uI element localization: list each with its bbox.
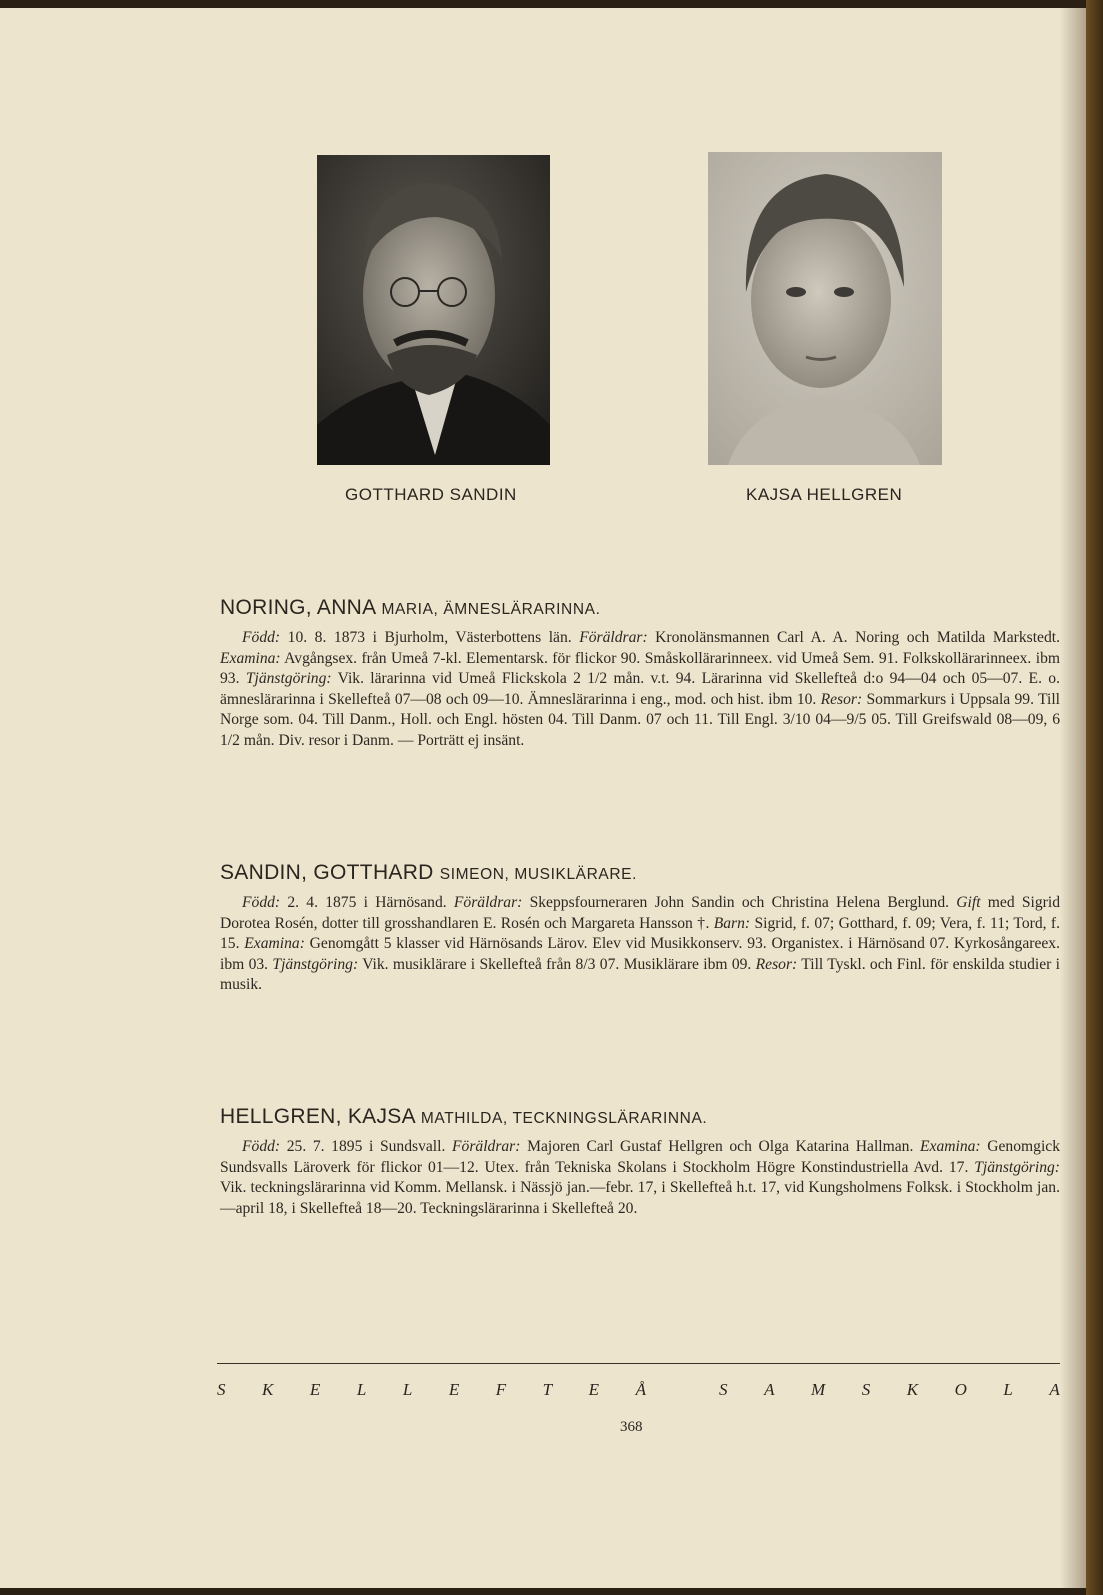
field-text: Vik. musiklärare i Skellefteå från 8/3 07. Musiklärare ibm 09. — [358, 955, 756, 973]
field-label: Föräldrar: — [579, 629, 648, 646]
field-label: Tjänstgöring: — [272, 955, 359, 973]
footer-rule — [217, 1363, 1060, 1364]
field-label: Examina: — [244, 935, 305, 953]
field-label: Född: — [242, 1138, 281, 1155]
footer-letter: K — [906, 1380, 919, 1399]
book-page — [0, 8, 1086, 1588]
field-label: Barn: — [713, 914, 751, 932]
field-label: Examina: — [220, 649, 281, 667]
entry-name: SANDIN, GOTTHARD — [220, 861, 434, 884]
entry-name-rest: MATHILDA, TECKNINGSLÄRARINNA. — [420, 1110, 708, 1127]
field-label: Examina: — [920, 1138, 981, 1155]
entry-text — [220, 893, 1060, 996]
field-label: Resor: — [820, 690, 863, 708]
entry-hellgren — [220, 1105, 1060, 1219]
field-text: Avgångsex. från Umeå 7-kl. Elementarsk. för flickor 90. Småskollärarinneex. vid Umeå Sem. 91. Folkskollärarinneex. ibm 93. — [220, 649, 1060, 688]
footer-letter: Å — [635, 1380, 646, 1399]
field-text: Skeppsfourneraren John Sandin och Christina Helena Berglund. — [522, 894, 957, 911]
entry-name: HELLGREN, KAJSA — [220, 1105, 415, 1128]
page-number: 368 — [620, 1419, 643, 1435]
entry-name: NORING, ANNA — [220, 596, 376, 619]
footer-letter: E — [448, 1380, 460, 1399]
footer-letter: A — [1049, 1380, 1060, 1399]
field-label: Tjänstgöring: — [245, 670, 332, 688]
footer-letter: O — [954, 1380, 967, 1399]
field-text: Till Tyskl. och Finl. för enskilda studier i musik. — [220, 955, 1060, 994]
footer-letter: F — [495, 1380, 507, 1399]
field-label: Föräldrar: — [452, 1138, 521, 1155]
field-label: Resor: — [755, 955, 798, 973]
entry-heading — [220, 1105, 1060, 1129]
field-label: Tjänstgöring: — [974, 1158, 1060, 1176]
field-label: Född: — [242, 894, 281, 911]
portrait-gotthard-sandin — [317, 155, 550, 465]
footer-letter: S — [719, 1380, 728, 1399]
field-text: 25. 7. 1895 i Sundsvall. — [280, 1138, 452, 1155]
photo-caption-gotthard-sandin: GOTTHARD SANDIN — [345, 485, 517, 504]
portrait-kajsa-hellgren — [708, 152, 942, 465]
field-text: 2. 4. 1875 i Härnösand. — [280, 894, 454, 911]
footer-letter: E — [588, 1380, 600, 1399]
footer-letter: M — [811, 1380, 826, 1399]
footer-letter: S — [861, 1380, 871, 1399]
footer-letter: A — [764, 1380, 775, 1399]
entry-text — [220, 1137, 1060, 1219]
footer-letter: S — [217, 1380, 226, 1399]
field-text: Sigrid, f. 07; Gotthard, f. 09; Vera, f. 11; Tord, f. 15. — [220, 914, 1061, 953]
footer-letter: L — [356, 1380, 367, 1399]
field-label: Född: — [242, 629, 281, 646]
running-footer — [217, 1380, 1060, 1400]
field-text: med Sigrid Dorotea Rosén, dotter till grosshandlaren E. Rosén och Margareta Hansson †. — [220, 894, 1060, 932]
field-label: Föräldrar: — [453, 894, 523, 911]
photo-caption-kajsa-hellgren: KAJSA HELLGREN — [746, 485, 903, 504]
footer-letter: E — [309, 1380, 321, 1399]
footer-letter: K — [262, 1380, 274, 1399]
field-text: Kronolänsmannen Carl A. A. Noring och Matilda Markstedt. — [647, 629, 1061, 646]
field-text: Majoren Carl Gustaf Hellgren och Olga Katarina Hallman. — [520, 1138, 920, 1155]
entry-heading — [220, 861, 1060, 885]
entry-noring — [220, 596, 1060, 752]
footer-letter: L — [1003, 1380, 1013, 1399]
field-text: Vik. teckningslärarinna vid Komm. Mellansk. i Nässjö jan.—febr. 17, i Skellefteå h.t. 17, vid Kungsholmens Folksk. i Stockholm jan.—april 18, i Skellefteå 18—20. Teckningslärarinna i Skellefteå 20. — [220, 1179, 1060, 1217]
field-text: 10. 8. 1873 i Bjurholm, Västerbottens län. — [280, 629, 580, 646]
footer-letter: T — [542, 1380, 553, 1399]
field-text: Sommarkurs i Uppsala 99. Till Norge som. 04. Till Danm., Holl. och Engl. hösten 04. Till Danm. 07 och 11. Till Engl. 3/10 04—9/5 05. Till Greifswald 08—09, 6 1/2 mån. Div. resor i Danm. — Porträtt ej insänt. — [220, 690, 1060, 749]
entry-text — [220, 628, 1060, 752]
entry-heading — [220, 596, 1060, 620]
entry-name-rest: SIMEON, MUSIKLÄRARE. — [439, 866, 637, 883]
field-text: Genomgått 5 klasser vid Härnösands Lärov. Elev vid Musikkonserv. 93. Organistex. i Härnösand 07. Kyrkosångareex. ibm 03. — [220, 935, 1061, 973]
entry-name-rest: MARIA, ÄMNESLÄRARINNA. — [381, 601, 601, 618]
field-text: Vik. lärarinna vid Umeå Flickskola 2 1/2 mån. v.t. 94. Lärarinna vid Skellefteå d:o 94—04 och 05—07. E. o. ämneslärarinna i Skellefteå 07—08 och 09—10. Ämneslärarinna i eng., mod. och hist. ibm 10. — [220, 670, 1060, 708]
footer-letter: L — [402, 1380, 413, 1399]
field-label: Gift — [956, 894, 981, 911]
field-text: Genomgick Sundsvalls Läroverk för flickor 01—12. Utex. från Tekniska Skolans i Stockholm Högre Konstindustriella Avd. 17. — [220, 1138, 1061, 1176]
entry-sandin — [220, 861, 1060, 996]
book-spine — [1086, 0, 1103, 1595]
